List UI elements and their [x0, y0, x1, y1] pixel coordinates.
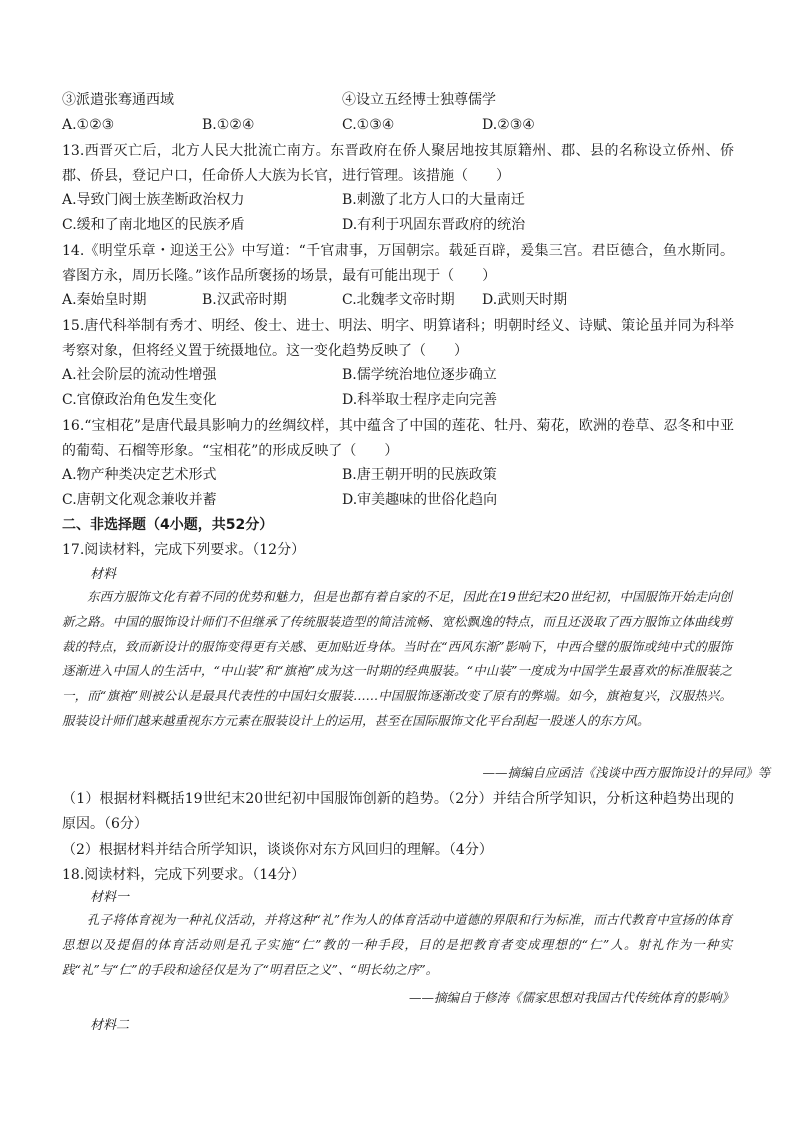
q18-material1	[62, 908, 732, 982]
q17-subquestion-1: （1）根据材料概括19世纪末20世纪初中国服饰创新的趋势。（2分）并结合所学知识，分析这种趋势出现的原因。（6分）	[62, 791, 734, 832]
q13-option-b: B.刺激了北方人口的大量南迁	[342, 192, 525, 208]
q16-option-c: C.唐朝文化观念兼收并蓄	[62, 492, 217, 508]
q15-option-c: C.官僚政治角色发生变化	[62, 392, 217, 408]
section-heading: 二、非选择题（4小题，共52分）	[62, 517, 274, 533]
q18-material1-text: 孔子将体育视为一种礼仪活动，并将这种“礼”作为人的体育活动中道德的界限和行为标准，而古代教育中宣扬的体育思想以及提倡的体育活动则是孔子实施“仁”教的一种手段，目的是把教育者变成理想的“仁”人。射礼作为一种实践“礼”与“仁”的手段和途径仅是为了“明君臣之义”、“明长幼之序”。	[62, 912, 732, 977]
q15-option-a: A.社会阶层的流动性增强	[62, 367, 217, 383]
q16-option-d: D.审美趣味的世俗化趋向	[342, 492, 498, 508]
q14-option-a: A.秦始皇时期	[62, 292, 147, 308]
q12-option-b: B.①②④	[202, 117, 255, 133]
q12-option-d: D.②③④	[482, 117, 535, 133]
q18-source1: ——摘编自于修涛《儒家思想对我国古代传统体育的影响》	[408, 990, 734, 1005]
q15-stem: 15.唐代科举制有秀才、明经、俊士、进士、明法、明字、明算诸科；明朝时经义、诗赋、策论虽并同为科举考察对象，但将经义置于统摄地位。这一变化趋势反映了（ ）	[62, 318, 734, 359]
q13-option-d: D.有利于巩固东晋政府的统治	[342, 217, 526, 233]
q15-option-d: D.科举取士程序走向完善	[342, 392, 498, 408]
q13-option-a: A.导致门阀士族垄断政治权力	[62, 192, 245, 208]
q18-material1-label: 材料一	[90, 890, 130, 905]
q12-option-a: A.①②③	[62, 117, 115, 133]
q17-material-text: 东西方服饰文化有着不同的优势和魅力，但是也都有着自家的不足，因此在19世纪末20世纪初，中国服饰开始走向创新之路。中国的服饰设计师们不但继承了传统服装造型的简洁流畅、宽松飘逸的特点，而且还汲取了西方服饰立体曲线剪裁的特点，致而新设计的服饰变得更有关感、更加贴近身体。当时在“西风东渐”影响下，中西合璧的服饰或纯中式的服饰逐渐进入中国人的生活中，“中山装”和“旗袍”成为这一时期的经典服装。“中山装”一度成为中国学生最喜欢的标准服装之一，而“旗袍”则被公认是最具代表性的中国妇女服装……中国服饰逐渐改变了原有的弊端。如今，旗袍复兴，汉服热兴。服装设计师们越来越重视东方元素在服装设计上的运用，甚至在国际服饰文化平台刮起一股迷人的东方风。	[62, 589, 732, 728]
q14-option-c: C.北魏孝文帝时期	[342, 292, 455, 308]
q14-stem: 14.《明堂乐章・迎送王公》中写道：“千官肃事，万国朝宗。载延百辟，爰集三宫。君臣德合，鱼水斯同。睿图方永，周历长隆。”该作品所褒扬的场景，最有可能出现于（ ）	[62, 243, 734, 284]
q16-option-b: B.唐王朝开明的民族政策	[342, 467, 497, 483]
q12-item-3: ③派遣张骞通西域	[62, 92, 174, 108]
q18-stem: 18.阅读材料，完成下列要求。（14分）	[62, 867, 306, 883]
q12-item-4: ④设立五经博士独尊儒学	[342, 92, 496, 108]
q13-option-c: C.缓和了南北地区的民族矛盾	[62, 217, 245, 233]
q16-option-a: A.物产种类决定艺术形式	[62, 467, 217, 483]
q14-option-b: B.汉武帝时期	[202, 292, 287, 308]
q14-option-d: D.武则天时期	[482, 292, 568, 308]
q17-subquestion-2: （2）根据材料并结合所学知识，谈谈你对东方风回归的理解。（4分）	[62, 842, 493, 858]
q18-material2-label: 材料二	[90, 1018, 130, 1033]
q17-material	[62, 585, 732, 734]
q17-stem: 17.阅读材料，完成下列要求。（12分）	[62, 542, 306, 558]
q15-option-b: B.儒学统治地位逐步确立	[342, 367, 497, 383]
q17-source: ——摘编自应函洁《浅谈中西方服饰设计的异同》等	[482, 765, 770, 780]
q17-material-label: 材料	[90, 567, 117, 582]
q12-option-c: C.①③④	[342, 117, 395, 133]
q13-stem: 13.西晋灭亡后，北方人民大批流亡南方。东晋政府在侨人聚居地按其原籍州、郡、县的名称设立侨州、侨郡、侨县，登记户口，任命侨人大族为长官，进行管理。该措施（ ）	[62, 143, 734, 184]
q16-stem: 16.“宝相花”是唐代最具影响力的丝绸纹样，其中蕴含了中国的莲花、牡丹、菊花，欧洲的卷草、忍冬和中亚的葡萄、石榴等形象。“宝相花”的形成反映了（ ）	[62, 418, 734, 459]
